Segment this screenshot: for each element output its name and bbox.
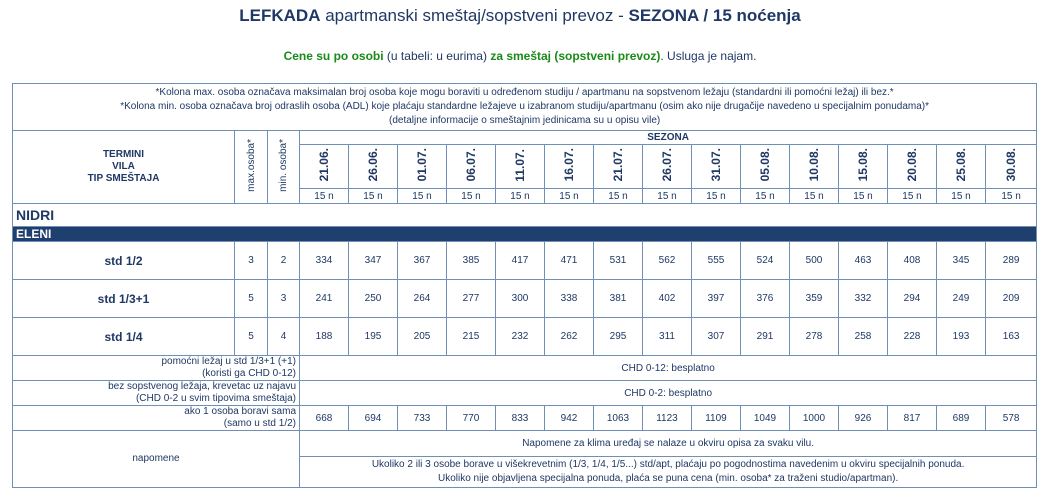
section-row xyxy=(13,204,1037,227)
notes-ac: Napomene za klima uređaj se nalaze u okviru opisa za svaku vilu. xyxy=(300,431,1037,457)
page-title: LEFKADA apartmanski smeštaj/sopstveni prevoz - SEZONA / 15 noćenja xyxy=(239,6,801,25)
date-cell: 21.07. xyxy=(594,145,643,189)
room-type: std 1/4 xyxy=(13,318,235,356)
price-cell: 531 xyxy=(594,242,643,280)
note-details: (detaljne informacije o smeštajnim jedinicama su u opisu vile) xyxy=(388,115,661,126)
price-cell: 291 xyxy=(741,318,790,356)
table-row xyxy=(13,242,1037,280)
price-cell: 163 xyxy=(986,318,1037,356)
price-cell: 277 xyxy=(447,280,496,318)
price-cell: 367 xyxy=(398,242,447,280)
notes-special: Ukoliko 2 ili 3 osobe borave u višekrevetnim (1/3, 1/4, 1/5...) std/apt, plaćaju po pogodnostima navedenim u okviru specijalnih ponuda. Ukoliko nije objavljena specijalna ponuda, plaća se puna cena (min. osoba* za traženi studio/apartman). xyxy=(300,457,1037,488)
price-cell: 262 xyxy=(545,318,594,356)
price-cell: 307 xyxy=(692,318,741,356)
nights-cell: 15 n xyxy=(643,189,692,204)
price-cell: 278 xyxy=(790,318,839,356)
price-cell: 205 xyxy=(398,318,447,356)
price-cell: 817 xyxy=(888,406,937,431)
price-cell: 193 xyxy=(937,318,986,356)
price-cell: 733 xyxy=(398,406,447,431)
price-cell: 402 xyxy=(643,280,692,318)
date-cell: 16.07. xyxy=(545,145,594,189)
single-occupancy-row xyxy=(13,406,1037,431)
price-cell: 408 xyxy=(888,242,937,280)
room-max: 5 xyxy=(235,280,268,318)
header-col-label: TERMINI VILA TIP SMEŠTAJA xyxy=(13,131,235,204)
nights-cell: 15 n xyxy=(986,189,1037,204)
extra-bed-label: pomoćni ležaj u std 1/3+1 (+1) (koristi ga CHD 0-12) xyxy=(13,356,300,381)
price-cell: 381 xyxy=(594,280,643,318)
price-cell: 334 xyxy=(300,242,349,280)
section-title: NIDRI xyxy=(13,204,1037,227)
no-bed-value: CHD 0-2: besplatno xyxy=(300,381,1037,406)
price-table xyxy=(12,83,1037,488)
price-cell: 188 xyxy=(300,318,349,356)
header-row xyxy=(13,131,1037,145)
price-cell: 942 xyxy=(545,406,594,431)
price-cell: 417 xyxy=(496,242,545,280)
price-cell: 232 xyxy=(496,318,545,356)
nights-cell: 15 n xyxy=(790,189,839,204)
date-cell: 31.07. xyxy=(692,145,741,189)
date-cell: 30.08. xyxy=(986,145,1037,189)
price-cell: 1109 xyxy=(692,406,741,431)
price-cell: 289 xyxy=(986,242,1037,280)
price-cell: 555 xyxy=(692,242,741,280)
price-cell: 833 xyxy=(496,406,545,431)
extra-bed-value: CHD 0-12: besplatno xyxy=(300,356,1037,381)
room-type: std 1/2 xyxy=(13,242,235,280)
price-cell: 345 xyxy=(937,242,986,280)
room-min: 4 xyxy=(268,318,300,356)
nights-cell: 15 n xyxy=(398,189,447,204)
date-cell: 26.07. xyxy=(643,145,692,189)
price-cell: 578 xyxy=(986,406,1037,431)
nights-cell: 15 n xyxy=(300,189,349,204)
legend-notes xyxy=(13,84,1037,131)
price-cell: 694 xyxy=(349,406,398,431)
header-max: max.osoba* xyxy=(235,131,268,204)
note-min: *Kolona min. osoba označava broj odraslih osoba (ADL) koje plaćaju standardne ležajeve u izabranom studiju/apartmanu (osim ako nije drugačije navedeno u specijalnim ponudama)* xyxy=(120,101,930,112)
date-cell: 01.07. xyxy=(398,145,447,189)
price-cell: 359 xyxy=(790,280,839,318)
nights-cell: 15 n xyxy=(349,189,398,204)
table-row xyxy=(13,280,1037,318)
nights-cell: 15 n xyxy=(447,189,496,204)
room-type: std 1/3+1 xyxy=(13,280,235,318)
table-row xyxy=(13,318,1037,356)
room-max: 3 xyxy=(235,242,268,280)
date-cell: 11.07. xyxy=(496,145,545,189)
no-bed-row xyxy=(13,381,1037,406)
no-bed-label: bez sopstvenog ležaja, krevetac uz najavu (CHD 0-2 u svim tipovima smeštaja) xyxy=(13,381,300,406)
price-cell: 770 xyxy=(447,406,496,431)
price-cell: 500 xyxy=(790,242,839,280)
note-max: *Kolona max. osoba označava maksimalan broj osoba koje mogu boraviti u određenom studiju / apartmanu na sopstvenom ležaju (standardni ili pomoćni ležaj) ili bez.* xyxy=(155,87,894,98)
date-cell: 10.08. xyxy=(790,145,839,189)
date-cell: 21.06. xyxy=(300,145,349,189)
price-cell: 524 xyxy=(741,242,790,280)
price-cell: 562 xyxy=(643,242,692,280)
nights-cell: 15 n xyxy=(496,189,545,204)
price-cell: 1063 xyxy=(594,406,643,431)
price-cell: 338 xyxy=(545,280,594,318)
price-cell: 463 xyxy=(839,242,888,280)
room-min: 2 xyxy=(268,242,300,280)
notes-row-1 xyxy=(13,431,1037,457)
price-cell: 209 xyxy=(986,280,1037,318)
nights-cell: 15 n xyxy=(545,189,594,204)
price-cell: 195 xyxy=(349,318,398,356)
villa-title: ELENI xyxy=(13,227,1037,242)
price-cell: 300 xyxy=(496,280,545,318)
price-cell: 215 xyxy=(447,318,496,356)
price-cell: 311 xyxy=(643,318,692,356)
extra-bed-row xyxy=(13,356,1037,381)
price-cell: 347 xyxy=(349,242,398,280)
date-cell: 15.08. xyxy=(839,145,888,189)
price-cell: 689 xyxy=(937,406,986,431)
notes-label: napomene xyxy=(13,431,300,488)
nights-cell: 15 n xyxy=(888,189,937,204)
price-cell: 241 xyxy=(300,280,349,318)
single-occupancy-label: ako 1 osoba boravi sama (samo u std 1/2) xyxy=(13,406,300,431)
price-cell: 1000 xyxy=(790,406,839,431)
price-cell: 668 xyxy=(300,406,349,431)
price-cell: 397 xyxy=(692,280,741,318)
nights-cell: 15 n xyxy=(692,189,741,204)
nights-cell: 15 n xyxy=(937,189,986,204)
price-cell: 228 xyxy=(888,318,937,356)
legend-notes-row xyxy=(13,84,1037,131)
date-cell: 06.07. xyxy=(447,145,496,189)
price-cell: 294 xyxy=(888,280,937,318)
room-max: 5 xyxy=(235,318,268,356)
price-cell: 249 xyxy=(937,280,986,318)
price-cell: 332 xyxy=(839,280,888,318)
date-cell: 05.08. xyxy=(741,145,790,189)
price-cell: 1049 xyxy=(741,406,790,431)
price-cell: 926 xyxy=(839,406,888,431)
date-cell: 26.06. xyxy=(349,145,398,189)
price-subtitle: Cene su po osobi (u tabeli: u eurima) za smeštaj (sopstveni prevoz). Usluga je najam. xyxy=(283,49,757,63)
nights-cell: 15 n xyxy=(839,189,888,204)
price-cell: 385 xyxy=(447,242,496,280)
price-cell: 250 xyxy=(349,280,398,318)
price-cell: 376 xyxy=(741,280,790,318)
date-cell: 20.08. xyxy=(888,145,937,189)
nights-cell: 15 n xyxy=(741,189,790,204)
header-min: min. osoba* xyxy=(268,131,300,204)
nights-cell: 15 n xyxy=(594,189,643,204)
room-min: 3 xyxy=(268,280,300,318)
price-cell: 258 xyxy=(839,318,888,356)
price-cell: 1123 xyxy=(643,406,692,431)
header-season: SEZONA xyxy=(300,131,1037,145)
price-cell: 264 xyxy=(398,280,447,318)
date-cell: 25.08. xyxy=(937,145,986,189)
villa-row xyxy=(13,227,1037,242)
price-cell: 295 xyxy=(594,318,643,356)
price-cell: 471 xyxy=(545,242,594,280)
